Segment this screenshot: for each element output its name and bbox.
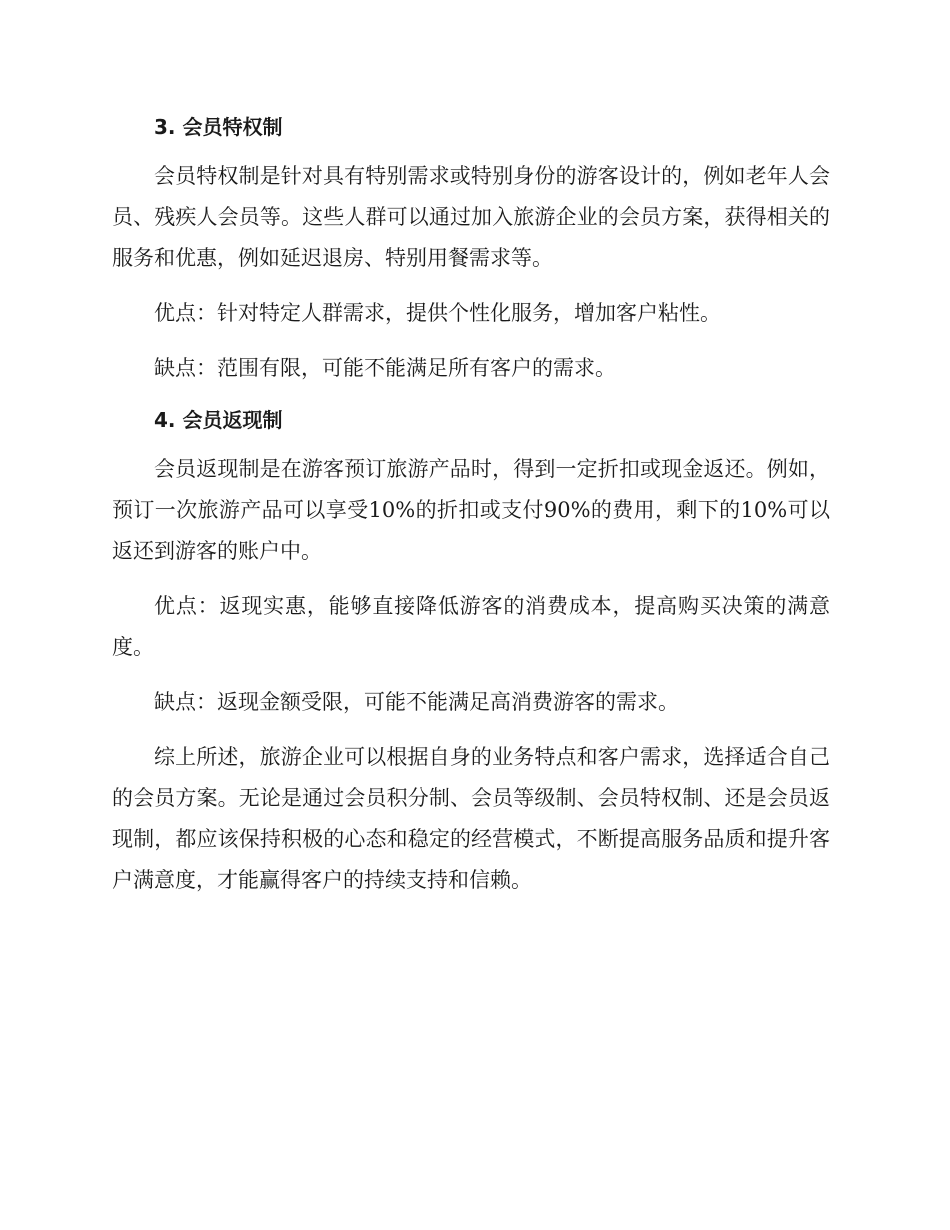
paragraph-privilege-disadvantages: 缺点：范围有限，可能不能满足所有客户的需求。 [154,356,616,380]
paragraph-privilege-description: 会员特权制是针对具有特别需求或特别身份的游客设计的，例如老年人会员、残疾人会员等。这些人群可以通过加入旅游企业的会员方案，获得相关的服务和优惠，例如延迟退房、特别用餐需求等。 [112,164,830,270]
paragraph-privilege-advantages: 优点：针对特定人群需求，提供个性化服务，增加客户粘性。 [154,301,721,325]
paragraph-cashback-description: 会员返现制是在游客预订旅游产品时，得到一定折扣或现金返还。例如，预订一次旅游产品可以享受10%的折扣或支付90%的费用，剩下的10%可以返还到游客的账户中。 [112,457,830,563]
paragraph-cashback-disadvantages: 缺点：返现金额受限，可能不能满足高消费游客的需求。 [154,690,679,714]
paragraph-conclusion: 综上所述，旅游企业可以根据自身的业务特点和客户需求，选择适合自己的会员方案。无论是通过会员积分制、会员等级制、会员特权制、还是会员返现制，都应该保持积极的心态和稳定的经营模式，不断提高服务品质和提升客户满意度，才能赢得客户的持续支持和信赖。 [112,745,830,892]
section-heading-member-cashback: 4. 会员返现制 [154,408,283,432]
document-body [112,110,830,901]
paragraph-cashback-advantages: 优点：返现实惠，能够直接降低游客的消费成本，提高购买决策的满意度。 [112,594,830,659]
section-heading-member-privilege: 3. 会员特权制 [154,115,283,139]
